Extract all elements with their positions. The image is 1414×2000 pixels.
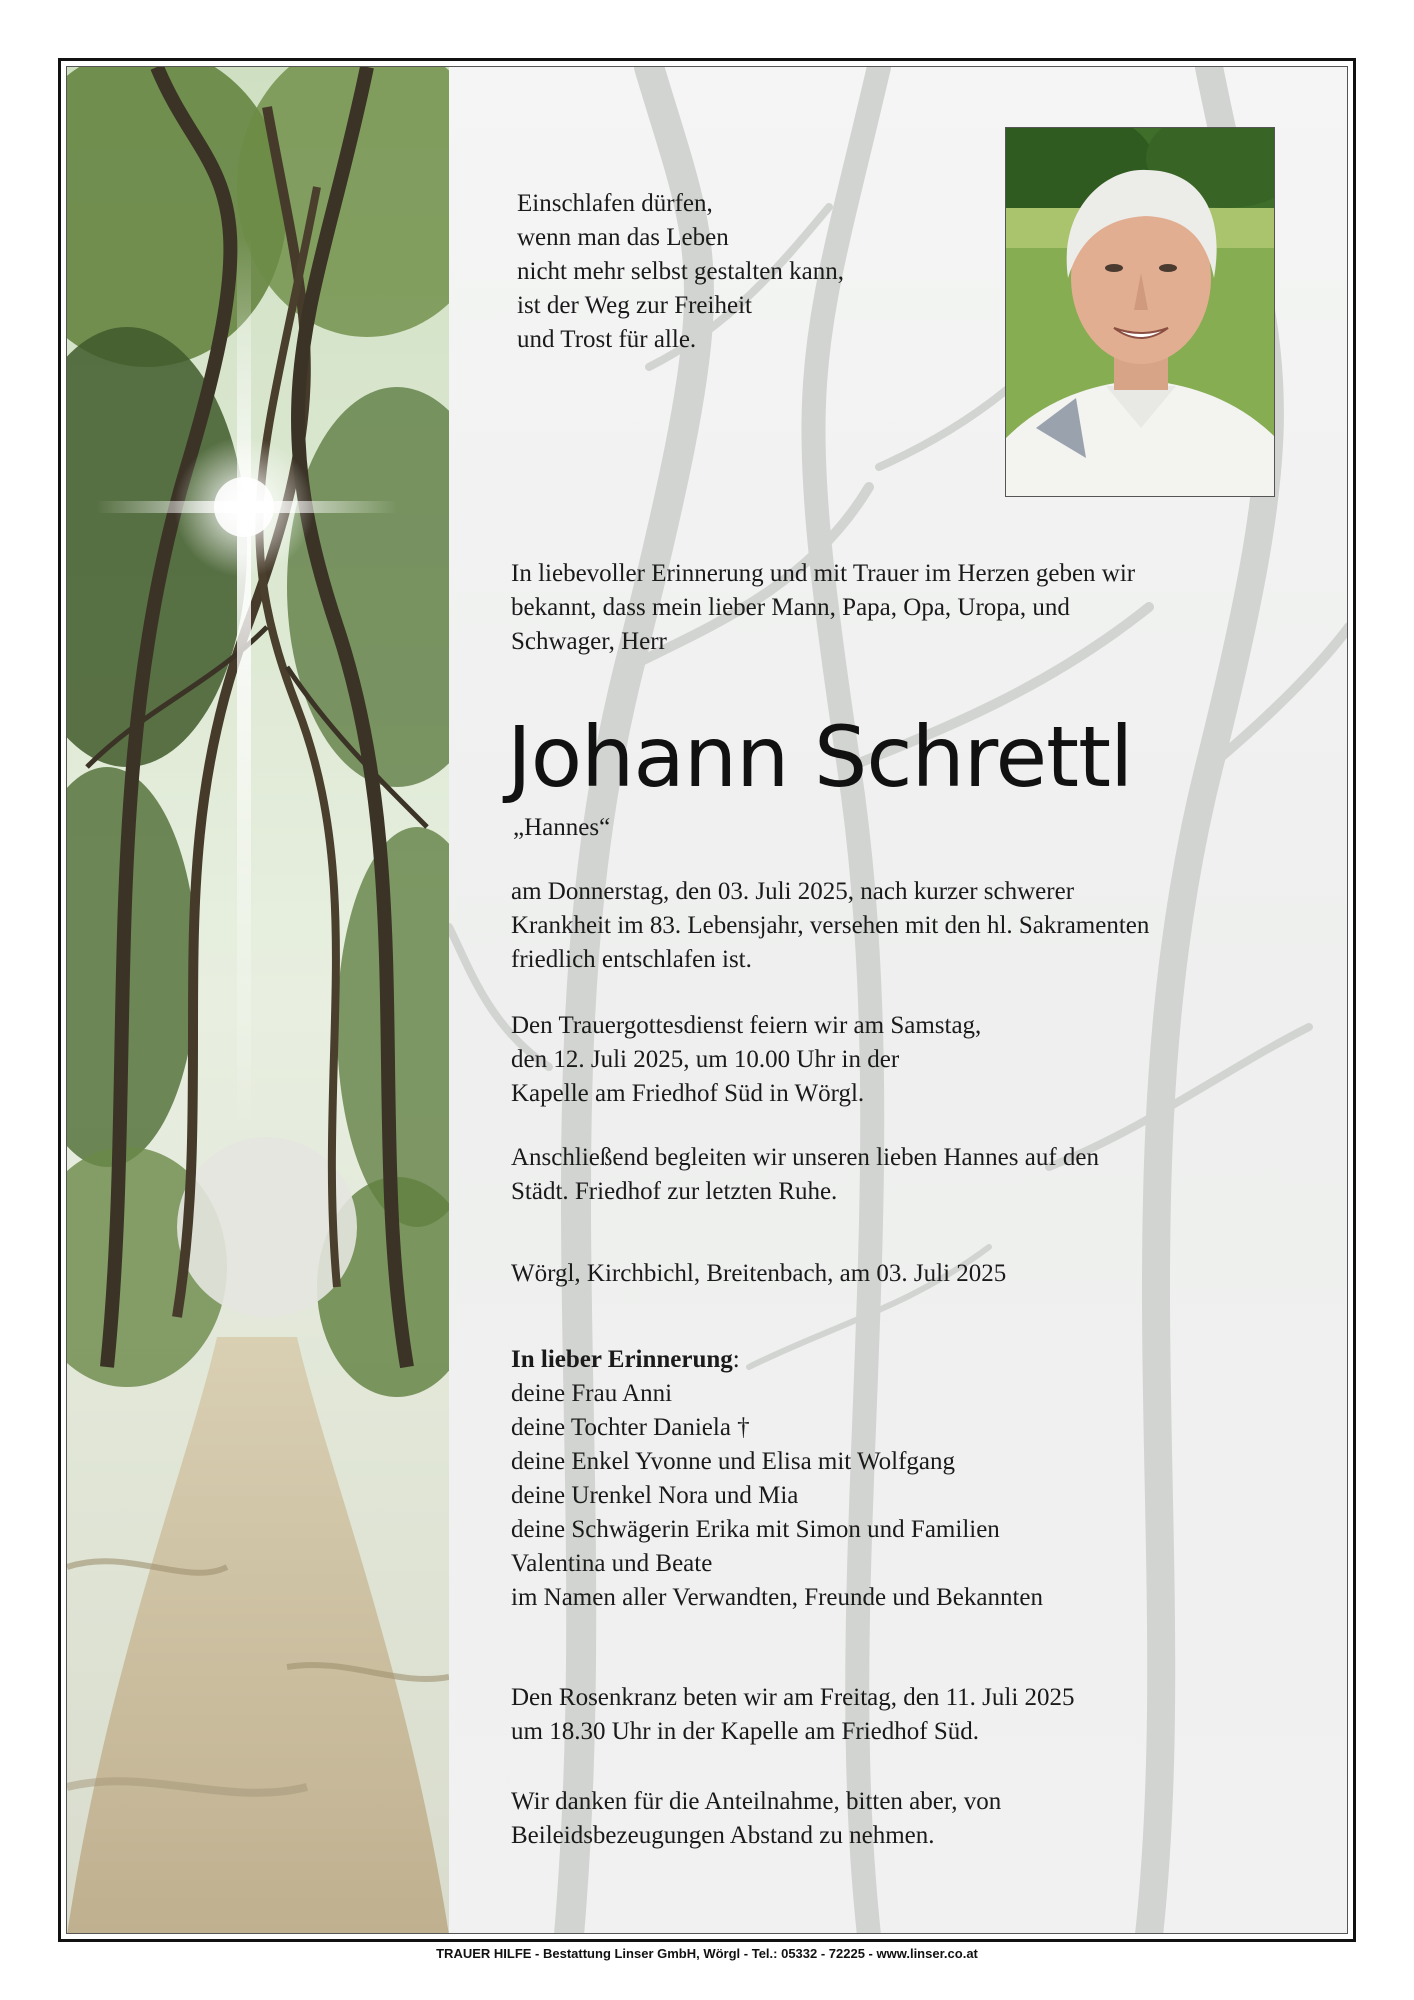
service-line: Kapelle am Friedhof Süd in Wörgl. xyxy=(511,1080,865,1107)
poem-line: Einschlafen dürfen, xyxy=(517,190,713,217)
poem-line: ist der Weg zur Freiheit xyxy=(517,292,752,319)
mourner-line: im Namen aller Verwandten, Freunde und Bekannten xyxy=(511,1584,1044,1611)
poem-line: wenn man das Leben xyxy=(517,224,729,251)
obituary-card xyxy=(66,66,1348,1934)
mourner-line: deine Frau Anni xyxy=(511,1380,673,1407)
rosary-line: Den Rosenkranz beten wir am Freitag, den 11. Juli 2025 xyxy=(511,1684,1075,1711)
place-date: Wörgl, Kirchbichl, Breitenbach, am 03. Juli 2025 xyxy=(511,1260,1007,1287)
thanks-line: Wir danken für die Anteilnahme, bitten aber, von xyxy=(511,1788,1002,1815)
rosary-notice xyxy=(511,1681,1331,1749)
death-notice xyxy=(511,875,1331,977)
death-notice-line: am Donnerstag, den 03. Juli 2025, nach kurzer schwerer xyxy=(511,878,1075,905)
forest-path-image xyxy=(67,67,449,1933)
thanks-notice xyxy=(511,1785,1331,1853)
mourner-line: deine Enkel Yvonne und Elisa mit Wolfgang xyxy=(511,1448,956,1475)
deceased-nickname: „Hannes“ xyxy=(513,814,611,841)
service-notice xyxy=(511,1009,1331,1111)
burial-line: Anschließend begleiten wir unseren lieben Hannes auf den xyxy=(511,1144,1099,1171)
mourners-heading-row xyxy=(511,1343,1043,1377)
death-notice-line: friedlich entschlafen ist. xyxy=(511,946,752,973)
burial-notice xyxy=(511,1141,1331,1209)
burial-line: Städt. Friedhof zur letzten Ruhe. xyxy=(511,1178,838,1205)
deceased-name: Johann Schrettl xyxy=(507,708,1133,806)
intro-line: bekannt, dass mein lieber Mann, Papa, Opa, Uropa, und xyxy=(511,594,1070,621)
death-notice-line: Krankheit im 83. Lebensjahr, versehen mit den hl. Sakramenten xyxy=(511,912,1150,939)
mourner-line: deine Tochter Daniela † xyxy=(511,1414,750,1441)
mourners-heading-colon: : xyxy=(732,1346,740,1373)
poem-line: nicht mehr selbst gestalten kann, xyxy=(517,258,845,285)
mourner-line: Valentina und Beate xyxy=(511,1550,713,1577)
mourner-line: deine Schwägerin Erika mit Simon und Familien xyxy=(511,1516,1000,1543)
mourners-heading: In lieber Erinnerung xyxy=(511,1346,733,1373)
intro-text xyxy=(511,557,1271,659)
poem-line: und Trost für alle. xyxy=(517,326,697,353)
funeral-home-footer: TRAUER HILFE - Bestattung Linser GmbH, Wörgl - Tel.: 05332 - 72225 - www.linser.co.at xyxy=(436,1946,978,1961)
poem xyxy=(517,187,844,357)
thanks-line: Beileidsbezeugungen Abstand zu nehmen. xyxy=(511,1822,935,1849)
service-line: den 12. Juli 2025, um 10.00 Uhr in der xyxy=(511,1046,900,1073)
intro-line: Schwager, Herr xyxy=(511,628,667,655)
rosary-line: um 18.30 Uhr in der Kapelle am Friedhof Süd. xyxy=(511,1718,979,1745)
mourner-line: deine Urenkel Nora und Mia xyxy=(511,1482,799,1509)
portrait-photo xyxy=(1005,127,1275,497)
service-line: Den Trauergottesdienst feiern wir am Samstag, xyxy=(511,1012,982,1039)
mourners-list xyxy=(511,1343,1043,1615)
intro-line: In liebevoller Erinnerung und mit Trauer im Herzen geben wir xyxy=(511,560,1136,587)
